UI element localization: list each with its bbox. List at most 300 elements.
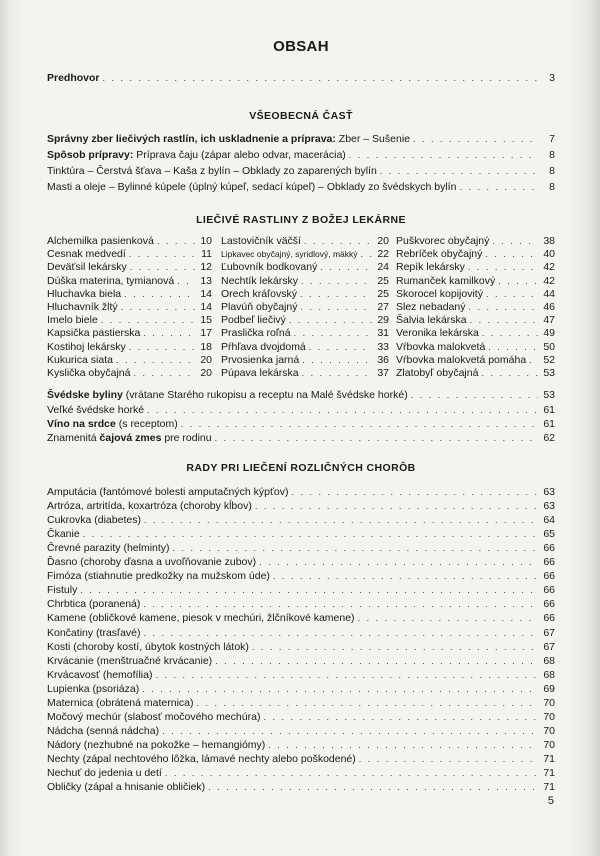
toc-entry [47,389,555,402]
dot-leader [486,288,538,301]
plant-page: 42 [543,261,555,274]
plant-name: Pŕhľava dvojdomá [221,340,306,353]
toc-entry-text: (s receptom) [115,418,178,430]
plant-page: 53 [543,366,555,379]
plant-entry [396,288,555,301]
plant-name: Deväťsil lekársky [47,261,127,274]
toc-entry [47,556,555,569]
dot-leader [215,432,538,445]
toc-entry-page: 61 [543,418,555,430]
plant-name: Púpava lekárska [221,366,299,379]
plant-name: Kyslička obyčajná [47,366,131,379]
plant-page: 27 [377,300,389,313]
plant-page: 52 [543,353,555,366]
toc-entry-page: 71 [543,781,555,794]
plant-name: Podbeľ liečivý [221,314,286,327]
plant-entry [396,301,555,314]
toc-entry [47,725,555,738]
plant-page: 10 [200,235,212,247]
toc-entry-page: 69 [543,682,555,695]
dot-leader [129,341,195,354]
toc-entry [47,500,555,513]
dot-leader [147,404,538,417]
plant-page: 15 [200,314,212,327]
dot-leader [177,275,195,288]
toc-entry-title [47,711,260,724]
section-heading-plants: LIEČIVÉ RASTLINY Z BOŽEJ LEKÁRNE [196,214,406,226]
dot-leader [320,261,372,274]
toc-entry-text: Obličky (zápal a hnisanie obličiek) [47,781,206,794]
dot-leader [273,570,538,583]
page-title: OBSAH [273,38,329,55]
toc-entry-page: 8 [549,149,555,161]
plant-page: 24 [377,261,389,274]
plant-entry [396,235,555,248]
plant-page: 14 [200,300,212,313]
plant-name: Plavúň obyčajný [221,300,298,313]
toc-entry [47,655,555,668]
toc-entry-page: 71 [543,767,555,779]
plant-name: Alchemilka pasienková [47,235,154,247]
plant-name: Rebríček obyčajný [396,248,483,261]
toc-entry [47,149,555,162]
toc-entry-title [47,683,139,696]
plant-entry [221,354,389,367]
toc-entry [47,72,555,85]
toc-entry-title [47,389,408,402]
dot-leader [259,556,538,569]
toc-entry-page: 67 [543,626,555,639]
toc-entry-text: Krvácanie (menštruačné krvácanie) [47,654,213,667]
toc-entry-title [47,486,288,499]
plant-name: Cesnak medvedí [47,248,126,261]
plant-entry [221,261,389,274]
plant-entry [221,367,389,380]
plant-entry [221,341,389,354]
toc-entry-page: 70 [543,710,555,723]
toc-entry-title [47,165,377,178]
toc-entry-text: Spôsob prípravy: [47,149,134,161]
dot-leader [301,275,372,288]
plant-entry [47,341,212,354]
toc-entry-title [47,181,456,194]
plant-name: Praslička roľná [221,327,291,340]
plant-page: 47 [543,314,555,327]
page-number: 5 [547,795,554,807]
toc-entry-text: Fimóza (stiahnutie predkožky na mužskom úde) [47,570,270,583]
plant-entry [47,354,212,367]
toc-entry-title [47,655,212,668]
plant-entry [221,301,389,314]
toc-entry-text: Končatiny (trasľavé) [47,626,141,639]
toc-entry-page: 70 [543,724,555,737]
plant-entry [47,301,212,314]
toc-entry [47,697,555,710]
dot-leader [144,514,538,527]
plant-entry [47,288,212,301]
dot-leader [83,528,538,541]
dot-leader [129,248,195,261]
dot-leader [143,327,195,340]
plant-name: Skorocel kopijovitý [396,287,483,300]
toc-entry-text: Nádcha (senná nádcha) [47,724,160,737]
dot-leader [359,753,538,766]
plant-entry [396,275,555,288]
dot-leader [121,301,195,314]
toc-entry-text: (vrátane Starého rukopisu a receptu na Malé švédske horké) [122,389,408,401]
plant-entry [396,341,555,354]
toc-entry-title [47,669,152,682]
plant-entry [221,288,389,301]
plant-name: Rumanček kamilkový [396,274,496,287]
plant-page: 29 [377,314,389,327]
toc-entry [47,683,555,696]
toc-entry-page: 65 [543,528,555,541]
dot-leader [380,165,538,178]
dot-leader [294,327,372,340]
dot-leader [130,261,195,274]
plant-page: 17 [200,327,212,340]
dot-leader [133,367,195,380]
toc-entry-title [47,753,356,766]
plant-entry [47,367,212,380]
plant-page: 50 [543,340,555,353]
toc-entry [47,133,555,146]
plant-name: Veronika lekárska [396,327,479,340]
plant-page: 18 [200,340,212,353]
plant-page: 44 [543,287,555,300]
toc-entry [47,181,555,194]
plant-entry [396,354,555,367]
toc-entry-page: 66 [543,556,555,569]
section-heading-general: VŠEOBECNÁ ČASŤ [249,110,353,122]
toc-entry-page: 61 [543,404,555,416]
toc-entry [47,669,555,682]
toc-entry-text: Kosti (choroby kostí, úbytok kostných látok) [47,640,249,653]
plant-page: 25 [377,274,389,287]
dot-leader [155,669,538,682]
toc-entry-page: 70 [543,696,555,709]
dot-leader [101,314,195,327]
dot-leader [488,341,538,354]
toc-entry-page: 3 [549,72,555,84]
dot-leader [300,301,372,314]
dot-leader [309,341,372,354]
plant-page: 49 [543,327,555,340]
plant-page: 36 [377,353,389,366]
plant-page: 14 [200,287,212,300]
plant-page: 11 [201,248,212,261]
plant-page: 20 [377,235,389,247]
plant-name: Puškvorec obyčajný [396,235,490,247]
toc-entry-text: Maternica (obrátená maternica) [47,696,194,709]
toc-entry [47,528,555,541]
toc-entry-title [47,725,159,738]
dot-leader [165,767,538,780]
toc-entry-text: Zber – Sušenie [335,133,411,145]
plants-column-1 [47,235,212,380]
plant-entry [396,327,555,340]
plant-entry [396,261,555,274]
plant-name: Ľubovník bodkovaný [221,261,318,274]
toc-entry-title [47,133,410,146]
toc-entry [47,739,555,752]
toc-entry-page: 63 [543,500,555,513]
dot-leader [173,542,538,555]
toc-entry-page: 64 [543,514,555,527]
plant-entry [47,314,212,327]
toc-entry [47,165,555,178]
plant-name: Kostihoj lekársky [47,340,126,353]
toc-entry-text: Víno na srdce [47,418,116,430]
toc-entry [47,711,555,724]
dot-leader [252,641,538,654]
dot-leader [142,683,538,696]
dot-leader [498,275,538,288]
toc-entry-text: Príprava čaju (zápar alebo odvar, macerácia) [133,149,346,161]
toc-entry [47,542,555,555]
toc-entry-text: Amputácia (fantómové bolesti amputačných kýpťov) [47,486,289,498]
toc-entry-title [47,556,256,569]
toc-entry-page: 7 [549,133,555,145]
plant-name: Lipkavec obyčajný, syridlový, mäkký [221,249,358,260]
toc-entry-text: Ďasno (choroby ďasna a uvoľňovanie zubov) [47,556,257,569]
toc-entry-title [47,432,212,445]
plant-name: Prvosienka jarná [221,353,300,366]
toc-entry-page: 68 [543,654,555,667]
dot-leader [468,301,538,314]
plant-entry [221,235,389,248]
dot-leader [361,248,372,261]
toc-entry-text: Fistuly [47,584,78,597]
toc-entry-text: Nechty (zápal nechtového lôžka, lámavé nechty alebo poškodené) [47,752,356,765]
dot-leader [349,149,538,162]
toc-entry-text: Znamenitá [47,432,100,444]
plant-name: Lastovičník väčší [221,235,301,247]
toc-entry-title [47,528,80,541]
toc-entry [47,767,555,780]
toc-entry-page: 66 [543,542,555,555]
toc-entry-text: pre rodinu [161,432,212,444]
dot-leader [116,354,195,367]
dot-leader [459,181,538,194]
toc-entry-title [47,584,77,597]
toc-entry-text: Nechuť do jedenia u detí [47,767,162,779]
plant-entry [221,314,389,327]
toc-entry-page: 8 [549,181,555,193]
section-heading-diseases: RADY PRI LIEČENÍ ROZLIČNÝCH CHORÔB [186,462,416,474]
plant-name: Kukurica siata [47,353,113,366]
toc-entry-page: 63 [543,486,555,498]
plant-page: 37 [377,366,389,379]
plant-entry [396,248,555,261]
plant-name: Zlatobyľ obyčajná [396,366,479,379]
dot-leader [162,725,538,738]
toc-entry-page: 68 [543,668,555,681]
toc-entry-title [47,514,141,527]
plant-entry [47,235,212,248]
dot-leader [215,655,538,668]
plant-name: Hluchavka biela [47,287,122,300]
toc-entry-text: Nádory (nezhubné na pokožke – hemangiómy) [47,738,266,751]
plant-page: 12 [200,261,212,274]
plants-column-3 [396,235,555,380]
dot-leader [302,354,372,367]
toc-entry-text: Švédske byliny [47,389,123,401]
dot-leader [413,133,538,146]
plant-name: Vŕbovka malokvetá pomáha [396,353,527,366]
toc-entry-title [47,612,355,625]
toc-entry-page: 53 [543,389,555,401]
toc-entry-text: Kamene (obličkové kamene, piesok v mechúri, žlčníkové kamene) [47,612,355,625]
plant-entry [47,248,212,261]
toc-entry-title [47,641,249,654]
dot-leader [263,711,538,724]
dot-leader [304,235,372,248]
dot-leader [289,314,372,327]
plant-name: Dúška materina, tymianová [47,274,175,287]
plant-entry [47,261,212,274]
dot-leader [143,598,538,611]
plant-page: 20 [200,366,212,379]
dot-leader [255,500,538,513]
dot-leader [103,72,538,85]
dot-leader [482,327,538,340]
plant-entry [221,248,389,261]
toc-entry [47,570,555,583]
plant-name: Repík lekársky [396,261,465,274]
plant-page: 38 [543,235,555,247]
toc-entry-title [47,739,265,752]
plant-name: Slez nebadaný [396,300,466,313]
toc-entry-page: 71 [543,752,555,765]
dot-leader [208,781,538,794]
toc-entry-text: Tinktúra – Čerstvá šťava – Kaša z bylín – Obklady zo zaparených bylín [47,165,377,177]
dot-leader [181,418,538,431]
toc-entry [47,404,555,417]
dot-leader [124,288,195,301]
toc-entry [47,432,555,445]
plant-entry [396,367,555,380]
toc-entry-page: 66 [543,612,555,625]
plant-page: 46 [543,300,555,313]
toc-entry-page: 67 [543,640,555,653]
dot-leader [485,248,538,261]
toc-entry-text: Chrbtica (poranená) [47,598,141,611]
toc-entry-page: 8 [549,165,555,177]
dot-leader [468,261,538,274]
plant-name: Kapsička pastierska [47,327,141,340]
toc-entry-page: 70 [543,738,555,751]
toc-entry [47,612,555,625]
toc-entry [47,598,555,611]
plant-entry [396,314,555,327]
toc-entry-title [47,500,252,513]
toc-entry-title [47,697,193,710]
toc-entry [47,781,555,794]
plant-page: 22 [377,248,389,261]
toc-entry-title [47,542,170,555]
toc-entry-page: 66 [543,570,555,583]
dot-leader [529,354,538,367]
toc-entry-text: Čkanie [47,528,80,541]
plant-name: Nechtík lekársky [221,274,299,287]
toc-entry-text: Správny zber liečivých rastlín, ich uskladnenie a príprava: [47,133,336,145]
toc-entry [47,641,555,654]
toc-entry [47,753,555,766]
toc-entry [47,584,555,597]
toc-entry-title [47,598,140,611]
toc-entry-title [47,627,141,640]
toc-entry-title [47,149,346,162]
plant-page: 40 [543,248,555,261]
toc-entry-page: 62 [543,432,555,444]
dot-leader [144,627,538,640]
plant-entry [221,327,389,340]
plant-entry [47,275,212,288]
toc-entry-page: 66 [543,598,555,611]
dot-leader [300,288,372,301]
dot-leader [268,739,538,752]
plant-entry [47,327,212,340]
plant-page: 20 [200,353,212,366]
dot-leader [291,486,538,499]
toc-entry [47,627,555,640]
plant-page: 25 [377,287,389,300]
toc-entry-text: Lupienka (psoriáza) [47,682,140,695]
dot-leader [358,612,538,625]
dot-leader [470,314,538,327]
dot-leader [302,367,372,380]
plant-entry [221,275,389,288]
toc-entry-title [47,767,162,780]
plant-name: Hluchavník žltý [47,300,118,313]
toc-entry-text: Artróza, artritída, koxartróza (choroby kĺbov) [47,500,252,513]
dot-leader [196,697,538,710]
toc-entry-text: Močový mechúr (slabosť močového mechúra) [47,710,261,723]
toc-entry-page: 66 [543,584,555,597]
dot-leader [157,235,195,248]
toc-entry-text: Veľké švédske horké [47,404,145,416]
toc-entry [47,514,555,527]
plant-name: Vŕbovka malokvetá [396,340,486,353]
dot-leader [481,367,538,380]
toc-entry-text: Cukrovka (diabetes) [47,514,141,527]
dot-leader [492,235,538,248]
toc-entry-text: čajová zmes [99,432,162,444]
toc-entry [47,418,555,431]
plant-page: 31 [377,327,389,340]
toc-entry-text: Krvácavosť (hemofília) [47,668,153,681]
toc-entry-title [47,418,178,431]
toc-entry-text: Črevné parazity (helminty) [47,542,170,555]
toc-entry-title [47,72,100,85]
dot-leader [80,584,538,597]
plants-column-2 [221,235,389,380]
toc-entry-text: Masti a oleje – Bylinné kúpele (úplný kúpeľ, sedací kúpeľ) – Obklady zo švédskych bylín [47,181,457,193]
toc-entry-title [47,781,205,794]
plant-name: Imelo biele [47,314,98,327]
plant-name: Šalvia lekárska [396,314,467,327]
toc-entry [47,486,555,499]
dot-leader [411,389,538,402]
plant-page: 33 [377,340,389,353]
plant-page: 42 [543,274,555,287]
toc-entry-text: Predhovor [47,72,100,84]
plant-page: 13 [200,274,212,287]
plant-name: Orech kráľovský [221,287,297,300]
toc-entry-title [47,404,144,417]
